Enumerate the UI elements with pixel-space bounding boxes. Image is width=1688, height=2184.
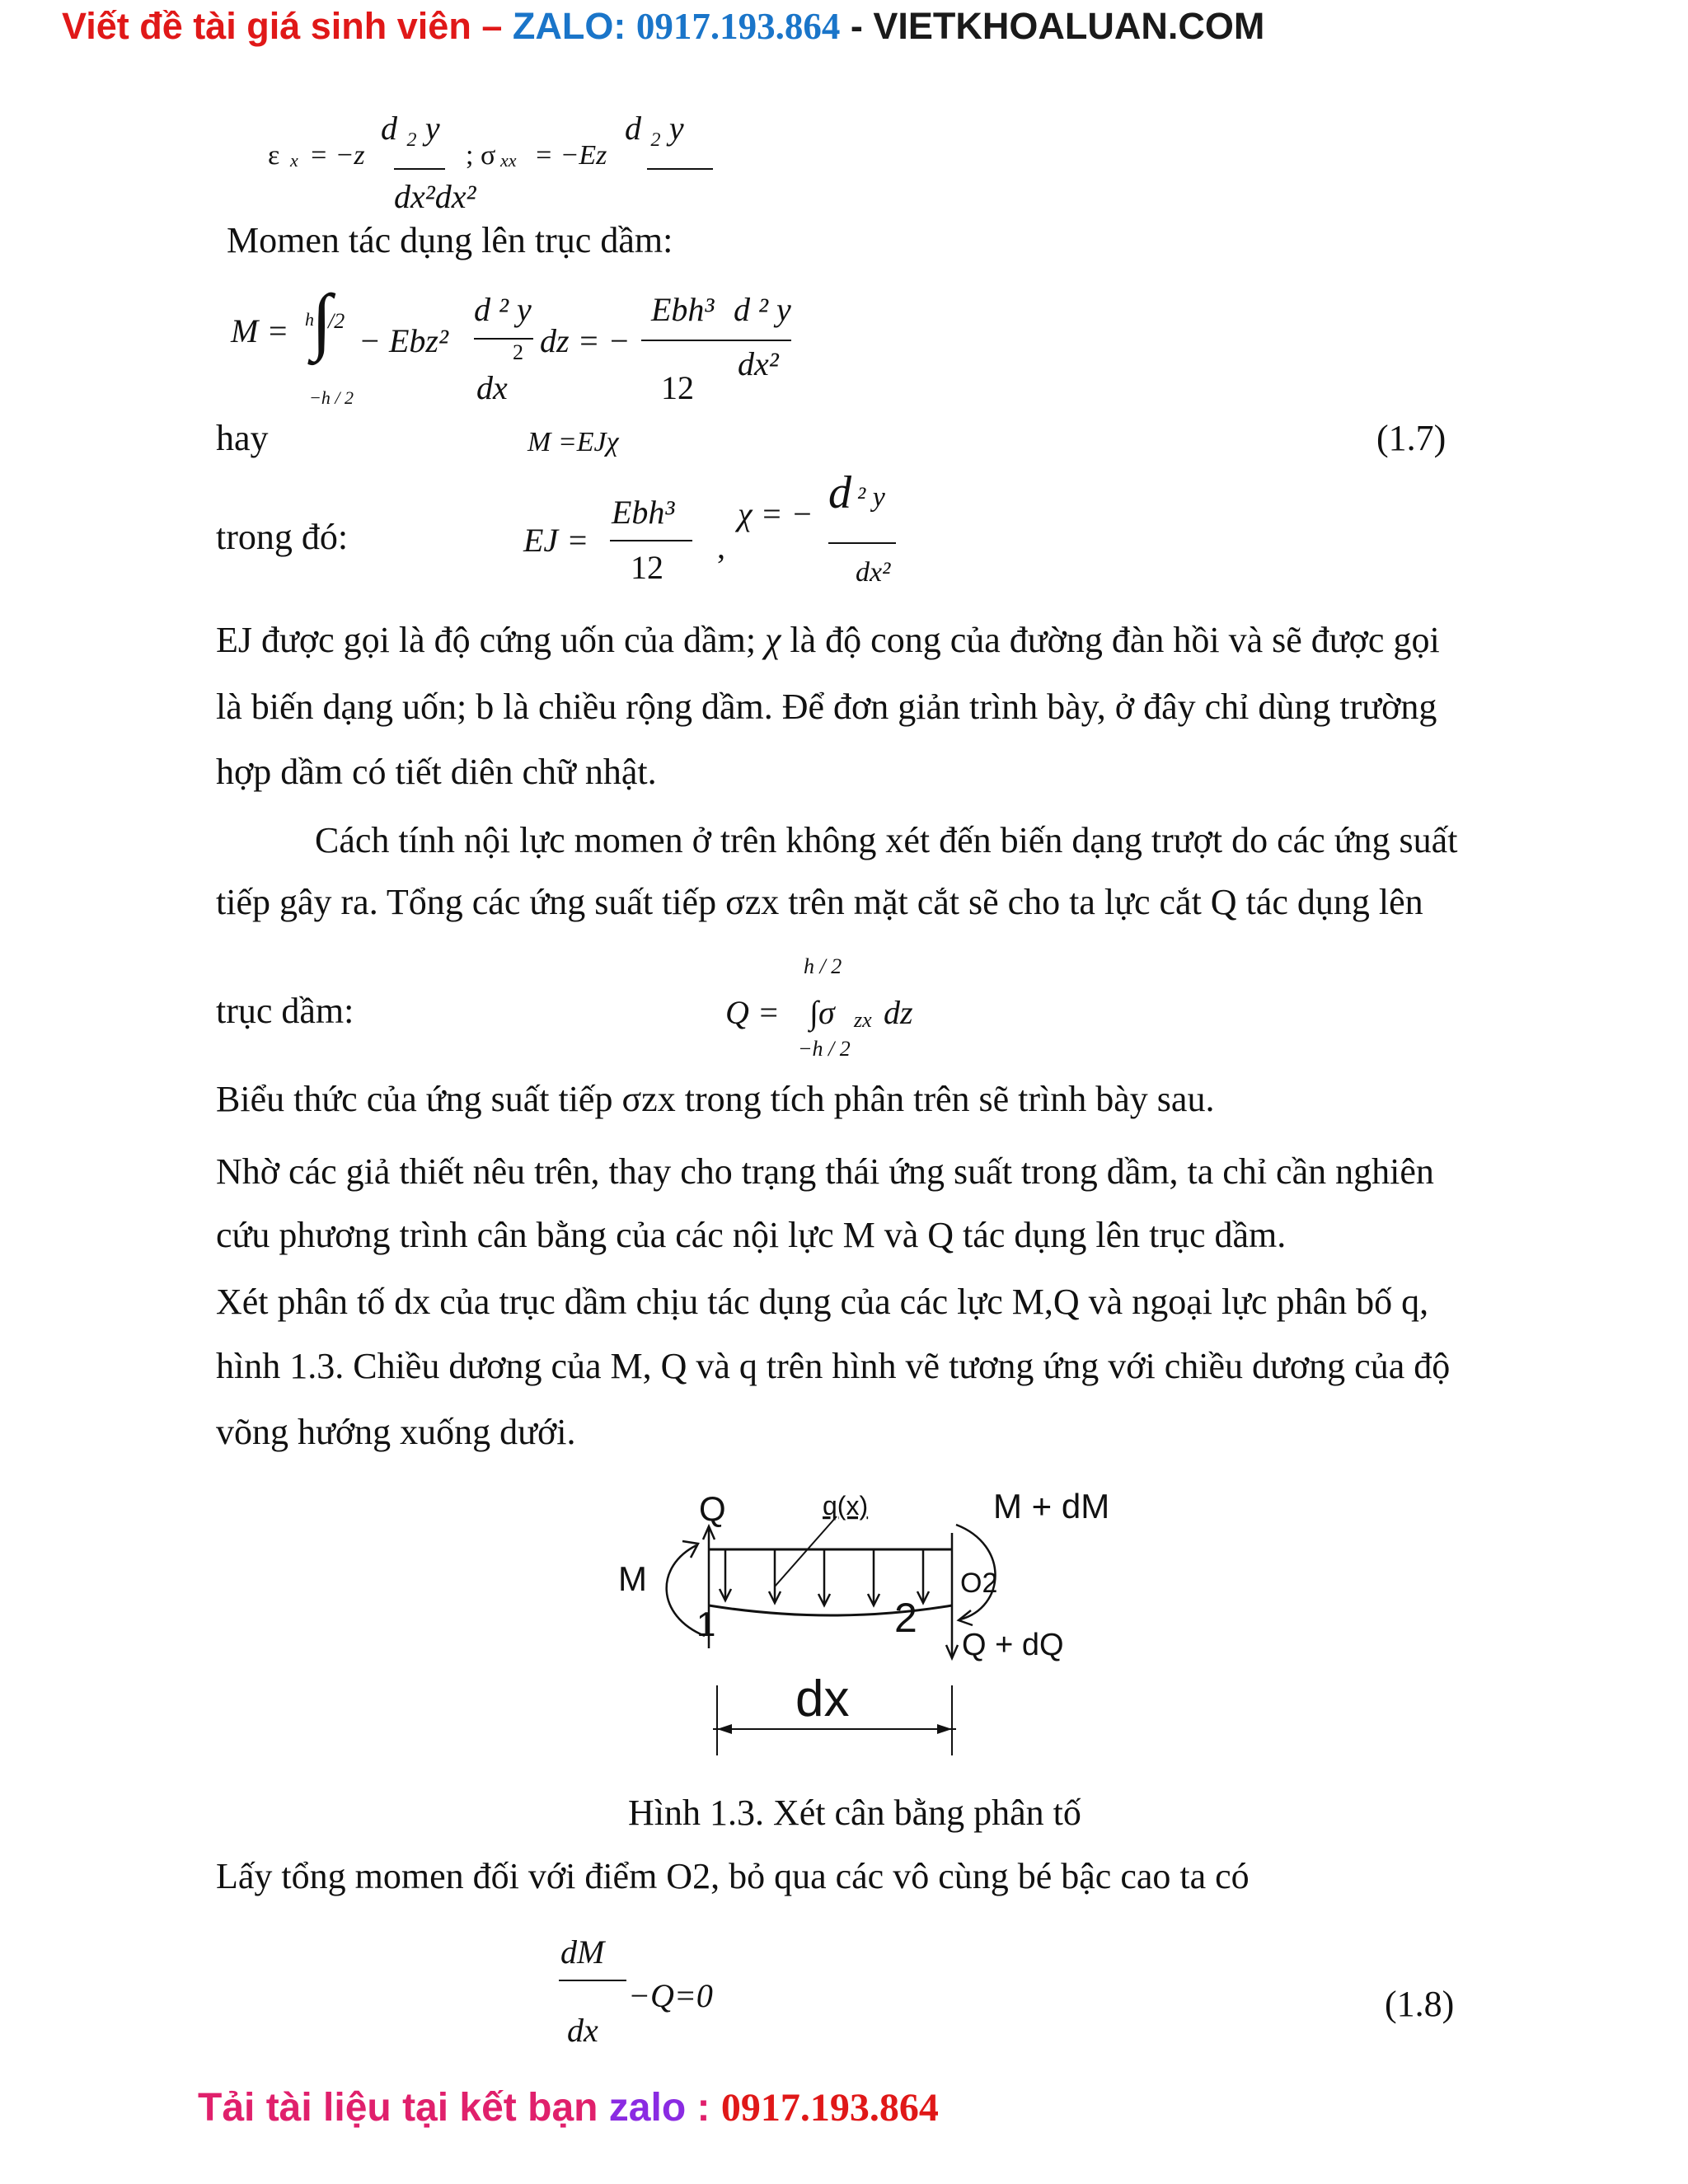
header-site: VIETKHOALUAN.COM <box>873 5 1265 47</box>
int-h: h <box>305 309 314 330</box>
header-dash: – <box>471 5 513 47</box>
sub-2: 2 <box>513 340 523 364</box>
chi-inline: χ <box>765 620 781 660</box>
para3-line2: cứu phương trình cân bằng của các nội lực M và Q tác dụng lên trục dầm. <box>216 1215 1287 1255</box>
minus-Q-zero: −Q=0 <box>628 1977 713 2014</box>
label-MdM: M + dM <box>993 1487 1110 1526</box>
dimension-arrow-right <box>937 1724 952 1734</box>
page-header <box>62 5 1264 48</box>
header-tagline: Viết đề tài giá sinh viên <box>62 5 471 47</box>
Q-eq: Q = <box>725 994 780 1031</box>
Q-upper-limit: h / 2 <box>804 954 842 978</box>
d2y-numerator-1: d ₂ y <box>381 110 440 147</box>
para4-line1: Xét phân tố dx của trục dầm chịu tác dụng của các lực M,Q và ngoại lực phân bố q, <box>216 1282 1429 1322</box>
figure-beam-element <box>593 1483 1170 1764</box>
label-qx: q(x) <box>823 1491 869 1521</box>
text-hay: hay <box>216 418 269 458</box>
int-upper: /2 <box>328 309 345 333</box>
label-point-2: 2 <box>894 1595 917 1641</box>
M-EJchi: M =EJχ <box>528 427 619 457</box>
EJ-eq: EJ = <box>523 522 589 559</box>
equation-number-1-8: (1.8) <box>1385 1984 1455 2024</box>
para1-line1-a: EJ được gọi là độ cứng uốn của dầm; <box>216 620 757 660</box>
eps-symbol: ε <box>268 140 280 171</box>
text-trong-do: trong đó: <box>216 517 349 557</box>
para4-line3: võng hướng xuống dưới. <box>216 1412 576 1452</box>
header-zalo-label: ZALO: <box>512 5 636 47</box>
label-QdQ: Q + dQ <box>962 1628 1064 1662</box>
footer-phone: 0917.193.864 <box>720 2086 939 2130</box>
d2y-numerator-2: d ₂ y <box>625 110 684 147</box>
fraction-bar-6 <box>828 542 896 544</box>
Ebh3-b: Ebh³ <box>612 494 675 531</box>
fraction-bar-4 <box>641 340 791 341</box>
sigma-sub-xx: xx <box>500 150 517 171</box>
M-eq: M = <box>231 312 289 349</box>
fraction-bar-5 <box>610 540 692 541</box>
footer-colon: : <box>686 2086 721 2130</box>
label-dx: dx <box>795 1671 850 1727</box>
lower-limit: −h / 2 <box>309 387 354 408</box>
dz: dz <box>884 994 913 1031</box>
Q-lower-limit: −h / 2 <box>798 1037 851 1061</box>
para1-line1-b: là độ cong của đường đàn hồi và sẽ được gọi <box>790 620 1440 660</box>
qx-leader <box>775 1516 837 1586</box>
footer-zalo: zalo <box>608 2086 687 2130</box>
dimension-arrow-left <box>717 1724 732 1734</box>
label-Q: Q <box>699 1489 726 1528</box>
int-sigma: ∫σ <box>809 994 835 1031</box>
integral-sign: ∫ <box>312 280 332 362</box>
fraction-bar-1 <box>394 168 445 170</box>
text-truc-dam: trục dầm: <box>216 991 354 1031</box>
d-big: d <box>828 467 851 518</box>
Ebh3: Ebh³ <box>651 291 715 328</box>
semi-sigma: ; σ <box>466 140 496 171</box>
fraction-bar-2 <box>647 168 713 170</box>
label-O2: O2 <box>960 1568 998 1599</box>
para1-line3: hợp dầm có tiết diên chữ nhật. <box>216 752 657 792</box>
label-M: M <box>618 1559 647 1598</box>
dx2-denom: dx² <box>738 345 779 382</box>
header-sep: - <box>840 5 874 47</box>
sup2y: ² y <box>857 482 885 513</box>
dM-numerator: dM <box>560 1933 605 1971</box>
sigma-sub-zx: zx <box>854 1008 872 1032</box>
eq-minus-z: = −z <box>309 140 365 171</box>
text-momen-line: Momen tác dụng lên trục dầm: <box>227 220 673 260</box>
eq-minus-Ez: = −Ez <box>534 140 607 171</box>
footer-text: Tải tài liệu tại kết bạn <box>198 2086 609 2130</box>
para1-line2: là biến dạng uốn; b là chiều rộng dầm. Để đơn giản trình bày, ở đây chỉ dùng trường <box>216 687 1437 727</box>
para2-line1: Cách tính nội lực momen ở trên không xét đến biến dạng trượt do các ứng suất <box>315 820 1458 860</box>
para3-line1: Nhờ các giả thiết nêu trên, thay cho trạng thái ứng suất trong dầm, ta chỉ cần nghiên <box>216 1151 1434 1192</box>
d2y-b: d ² y <box>474 291 532 328</box>
label-point-1: 1 <box>696 1605 716 1643</box>
fraction-bar-7 <box>559 1980 626 1981</box>
dx-denominator: dx <box>567 2012 598 2049</box>
minus-Ebz2: − Ebz² <box>359 322 448 359</box>
dx2dx2-denominator: dx²dx² <box>394 178 476 215</box>
para2-line2: tiếp gây ra. Tổng các ứng suất tiếp σzx trên mặt cắt sẽ cho ta lực cắt Q tác dụng lên <box>216 882 1423 922</box>
para1-line1 <box>216 622 1440 658</box>
dx-denom: dx <box>476 369 508 406</box>
twelve-b: 12 <box>631 549 663 586</box>
figure-caption: Hình 1.3. Xét cân bằng phân tố <box>628 1793 1081 1833</box>
chi-eq: χ = − <box>738 495 814 532</box>
page-footer <box>198 2085 939 2130</box>
twelve: 12 <box>661 369 694 406</box>
fraction-bar-3 <box>474 338 533 340</box>
d2y-c: d ² y <box>734 291 791 328</box>
equation-number-1-7: (1.7) <box>1376 418 1447 458</box>
text-bieu-thuc: Biểu thức của ứng suất tiếp σzx trong tích phân trên sẽ trình bày sau. <box>216 1079 1215 1119</box>
eps-sub: x <box>290 150 298 171</box>
text-lay-tong: Lấy tổng momen đối với điểm O2, bỏ qua các vô cùng bé bậc cao ta có <box>216 1856 1250 1896</box>
para4-line2: hình 1.3. Chiều dương của M, Q và q trên hình vẽ tương ứng với chiều dương của độ <box>216 1346 1451 1386</box>
dz-eq: dz = − <box>540 322 631 359</box>
header-phone: 0917.193.864 <box>635 6 841 47</box>
comma: , <box>717 528 725 565</box>
dx2-small: dx² <box>856 557 891 588</box>
